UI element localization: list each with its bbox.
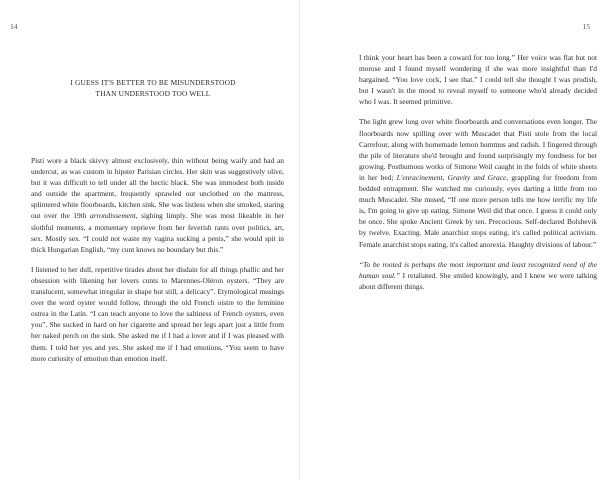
page-number: 14 bbox=[10, 22, 18, 31]
text-run: Pisti wore a black skivvy almost exclusively, thin without being waify and had an undercut, as was custom in hipster Parisian circles. Her skin was suggestively olive, but it was difficult to tell under all the hectic black. She was immodest both inside and outside the apartment, frequently sprawled out unclothed on the mattress, splintered white floorboards, kitchen sink. She was listless when she smoked, staring out over the 19th bbox=[31, 156, 284, 221]
chapter-title-line: I GUESS IT'S BETTER TO BE MISUNDERSTOOD bbox=[70, 78, 236, 87]
text-run: , sighing limply. She was most likeable in her slothful moments, a momentary reprieve from her feverish rants over politics, art, sex. Mostly sex. “I could not waste my vagina sucking a penis,” she would spit in thick Hungarian English, “my cunt knows no boundary but this.” bbox=[31, 211, 284, 254]
chapter-title bbox=[22, 77, 284, 99]
text-run: I retaliated. She smiled knowingly, and I knew we were talking about different things. bbox=[359, 270, 597, 291]
chapter-title-line: THAN UNDERSTOOD TOO WELL bbox=[95, 89, 211, 98]
text-run: The light grew long over white floorboards and conversations even longer. The floorboards now spilling over with Muscadet that Pisti stole from the local Carrefour, along with homemade lemon hummus and radish. I fingered through the pile of literature she'd brought and found surprisingly my fondness for her growing. Posthumous works of Simone Weil caught in the folds of white sheets in her bed; bbox=[359, 117, 597, 182]
right-page bbox=[300, 0, 600, 480]
paragraph bbox=[359, 259, 597, 292]
page-number: 15 bbox=[582, 22, 590, 31]
body-text bbox=[359, 52, 597, 301]
paragraph: I think your heart has been a coward for too long.” Her voice was flat but not morose and I found myself wondering if she was more insightful than I'd bargained. “You love cock, I see that.” I could tell she thought I was prudish, but I wasn't in the mood to reveal myself to someone who'd already decided who I was. It seemed primitive. bbox=[359, 53, 597, 107]
body-text bbox=[31, 155, 284, 373]
paragraph bbox=[359, 116, 597, 249]
italic-term: arrondissement bbox=[89, 211, 136, 221]
italic-quote: “To be rooted is perhaps the most important and least recognized need of the human soul.” bbox=[359, 259, 597, 280]
paragraph bbox=[31, 155, 284, 255]
text-run: , grappling for freedom from bedded entrapment. She watched me curiously, eyes darting a little from too much Muscadet. She mused, “If one more person tells me how terrific my life is, I'm going to give up eating. Simone Weil did that once. I guess it could only be once. She spoke Ancient Greek by ten. Precocious. Self-declared Bolshevik by twelve. Exacting. Male anarchist stops eating, it's called political activism. Female anarchist stops eating, it's called anorexia. Haughty divisions of labour.” bbox=[359, 172, 598, 249]
italic-titles: L'enracinement, Gravity and Grace bbox=[396, 172, 507, 182]
paragraph: I listened to her dull, repetitive tirades about her disdain for all things phallic and her obsession with likening her lovers cunts to Marennes-Oléron oysters. “They are translucent, somewhat irregular in shape but still, a delicacy”. Etymological musings over the word oyster would follow, through the old French oistre to the feminine ostrea in the Latin. “I can teach anyone to love the saltiness of French oysters, even you”. She sucked in hard on her cigarette and spread her legs apart just a little from her naked perch on the sink. She asked me if I had a lover and if I was pleased with them. I told her yes and yes. She asked me if I had emotions, “You seem to have more curiosity of emotion than emotion itself. bbox=[31, 264, 284, 363]
